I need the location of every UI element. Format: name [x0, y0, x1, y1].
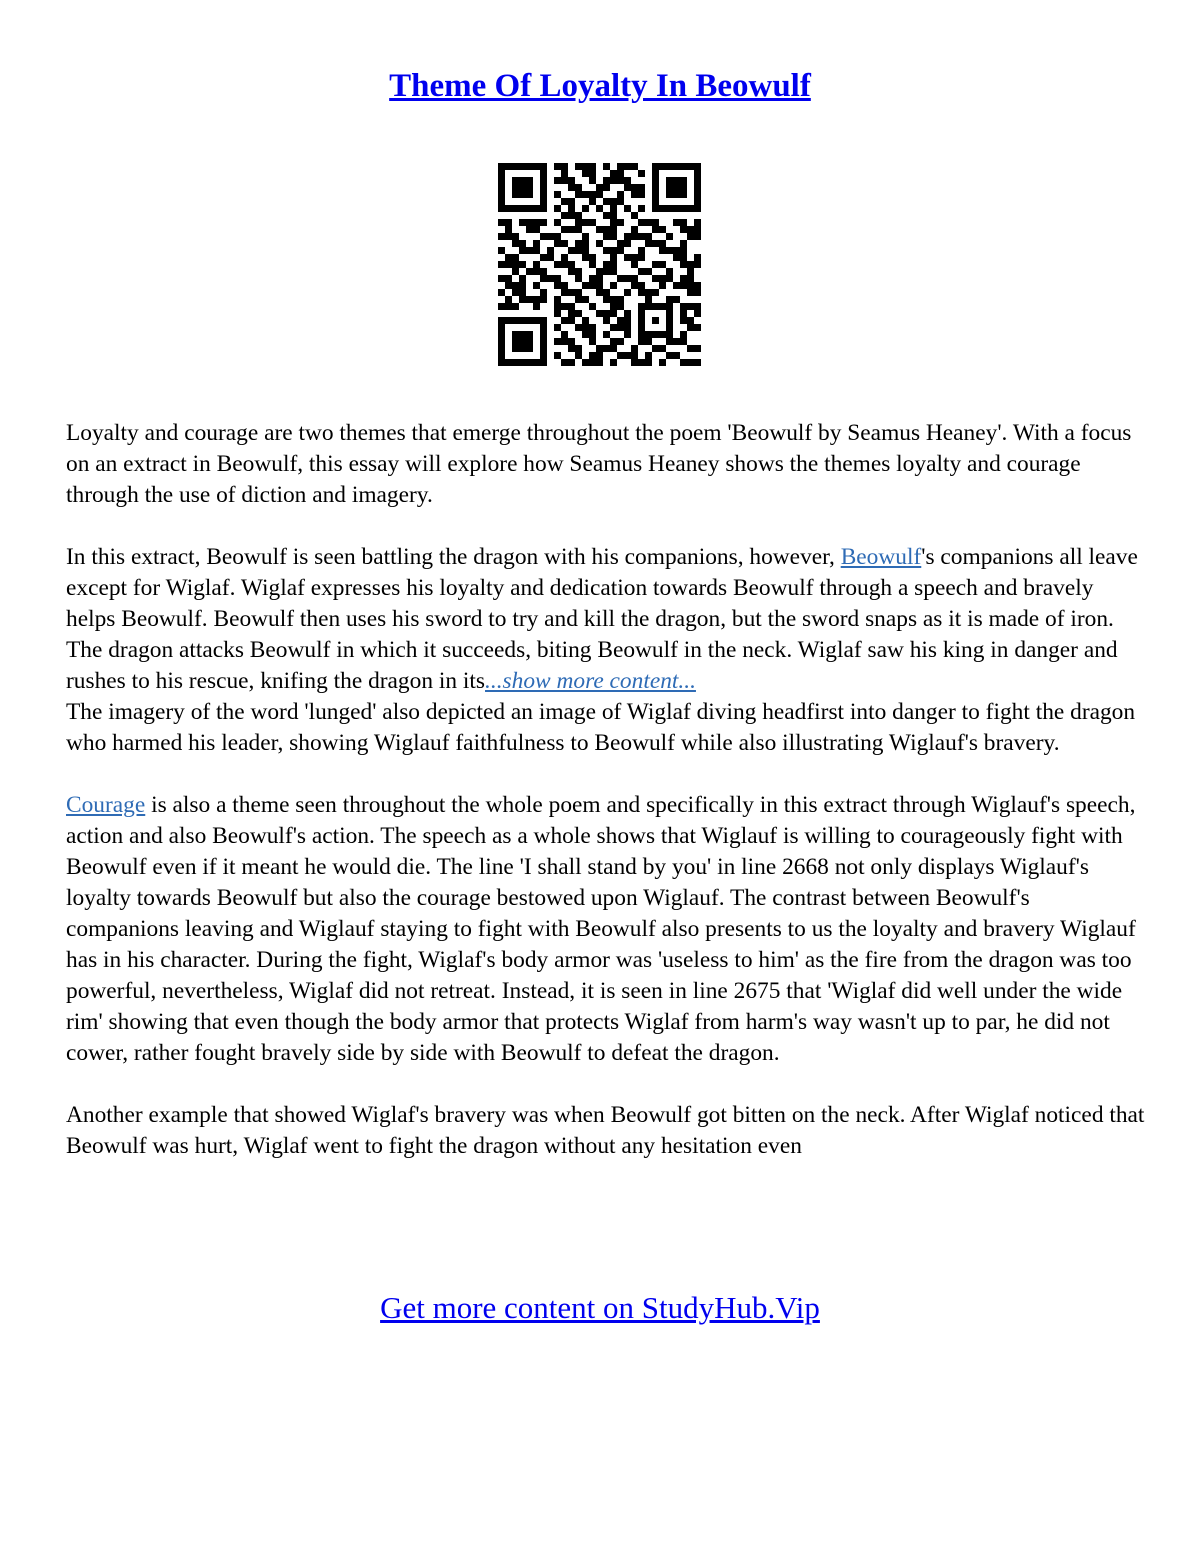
paragraph-courage — [66, 790, 1146, 1069]
document-title — [0, 66, 1200, 106]
paragraph-intro: Loyalty and courage are two themes that emerge throughout the poem 'Beowulf by Seamus Heaney'. With a focus on an extract in Beowulf, this essay will explore how Seamus Heaney shows the themes loyalty and courage through the use of diction and imagery. — [66, 420, 1132, 508]
paragraph-courage-body: is also a theme seen throughout the whole poem and specifically in this extract through Wiglauf's speech, action and also Beowulf's action. The speech as a whole shows that Wiglauf is willing to courageously fight with Beowulf even if it meant he would die. The line 'I shall stand by you' in line 2668 not only displays Wiglauf's loyalty towards Beowulf but also the courage bestowed upon Wiglauf. The contrast between Beowulf's companions leaving and Wiglauf staying to fight with Beowulf also presents to us the loyalty and bravery Wiglauf has in his character. During the fight, Wiglaf's body armor was 'useless to him' as the fire from the dragon was too powerful, nevertheless, Wiglaf did not retreat. Instead, it is seen in line 2675 that 'Wiglaf did well under the wide rim' showing that even though the body armor that protects Wiglaf from harm's way wasn't up to par, he did not cower, rather fought bravely side by side with Beowulf to defeat the dragon. — [66, 792, 1136, 1066]
title-link[interactable]: Theme Of Loyalty In Beowulf — [389, 68, 811, 104]
show-more-content-link[interactable]: ...show more content... — [485, 668, 696, 694]
essay-body — [66, 418, 1146, 1162]
courage-link[interactable]: Courage — [66, 792, 146, 818]
beowulf-link[interactable]: Beowulf — [840, 544, 922, 570]
paragraph-bravery: Another example that showed Wiglaf's bravery was when Beowulf got bitten on the neck. After Wiglaf noticed that Beowulf was hurt, Wiglaf went to fight the dragon without any hesitation even — [66, 1102, 1145, 1159]
cta-footer — [0, 1288, 1200, 1328]
paragraph-extract-lead: In this extract, Beowulf is seen battling the dragon with his companions, however, — [66, 544, 841, 570]
paragraph-imagery: The imagery of the word 'lunged' also depicted an image of Wiglaf diving headfirst into danger to fight the dragon who harmed his leader, showing Wiglauf faithfulness to Beowulf while also illustrating Wiglauf's bravery. — [66, 699, 1136, 756]
paragraph-extract — [66, 542, 1146, 697]
get-more-content-link[interactable]: Get more content on StudyHub.Vip — [380, 1290, 820, 1325]
paragraph-extract-body: 's companions all leave except for Wiglaf. Wiglaf expresses his loyalty and dedication towards Beowulf through a speech and bravely helps Beowulf. Beowulf then uses his sword to try and kill the dragon, but the sword snaps as it is made of iron. The dragon attacks Beowulf in which it succeeds, biting Beowulf in the neck. Wiglaf saw his king in danger and rushes to his rescue, knifing the dragon in its — [66, 544, 1138, 694]
qr-code-icon — [498, 163, 701, 366]
